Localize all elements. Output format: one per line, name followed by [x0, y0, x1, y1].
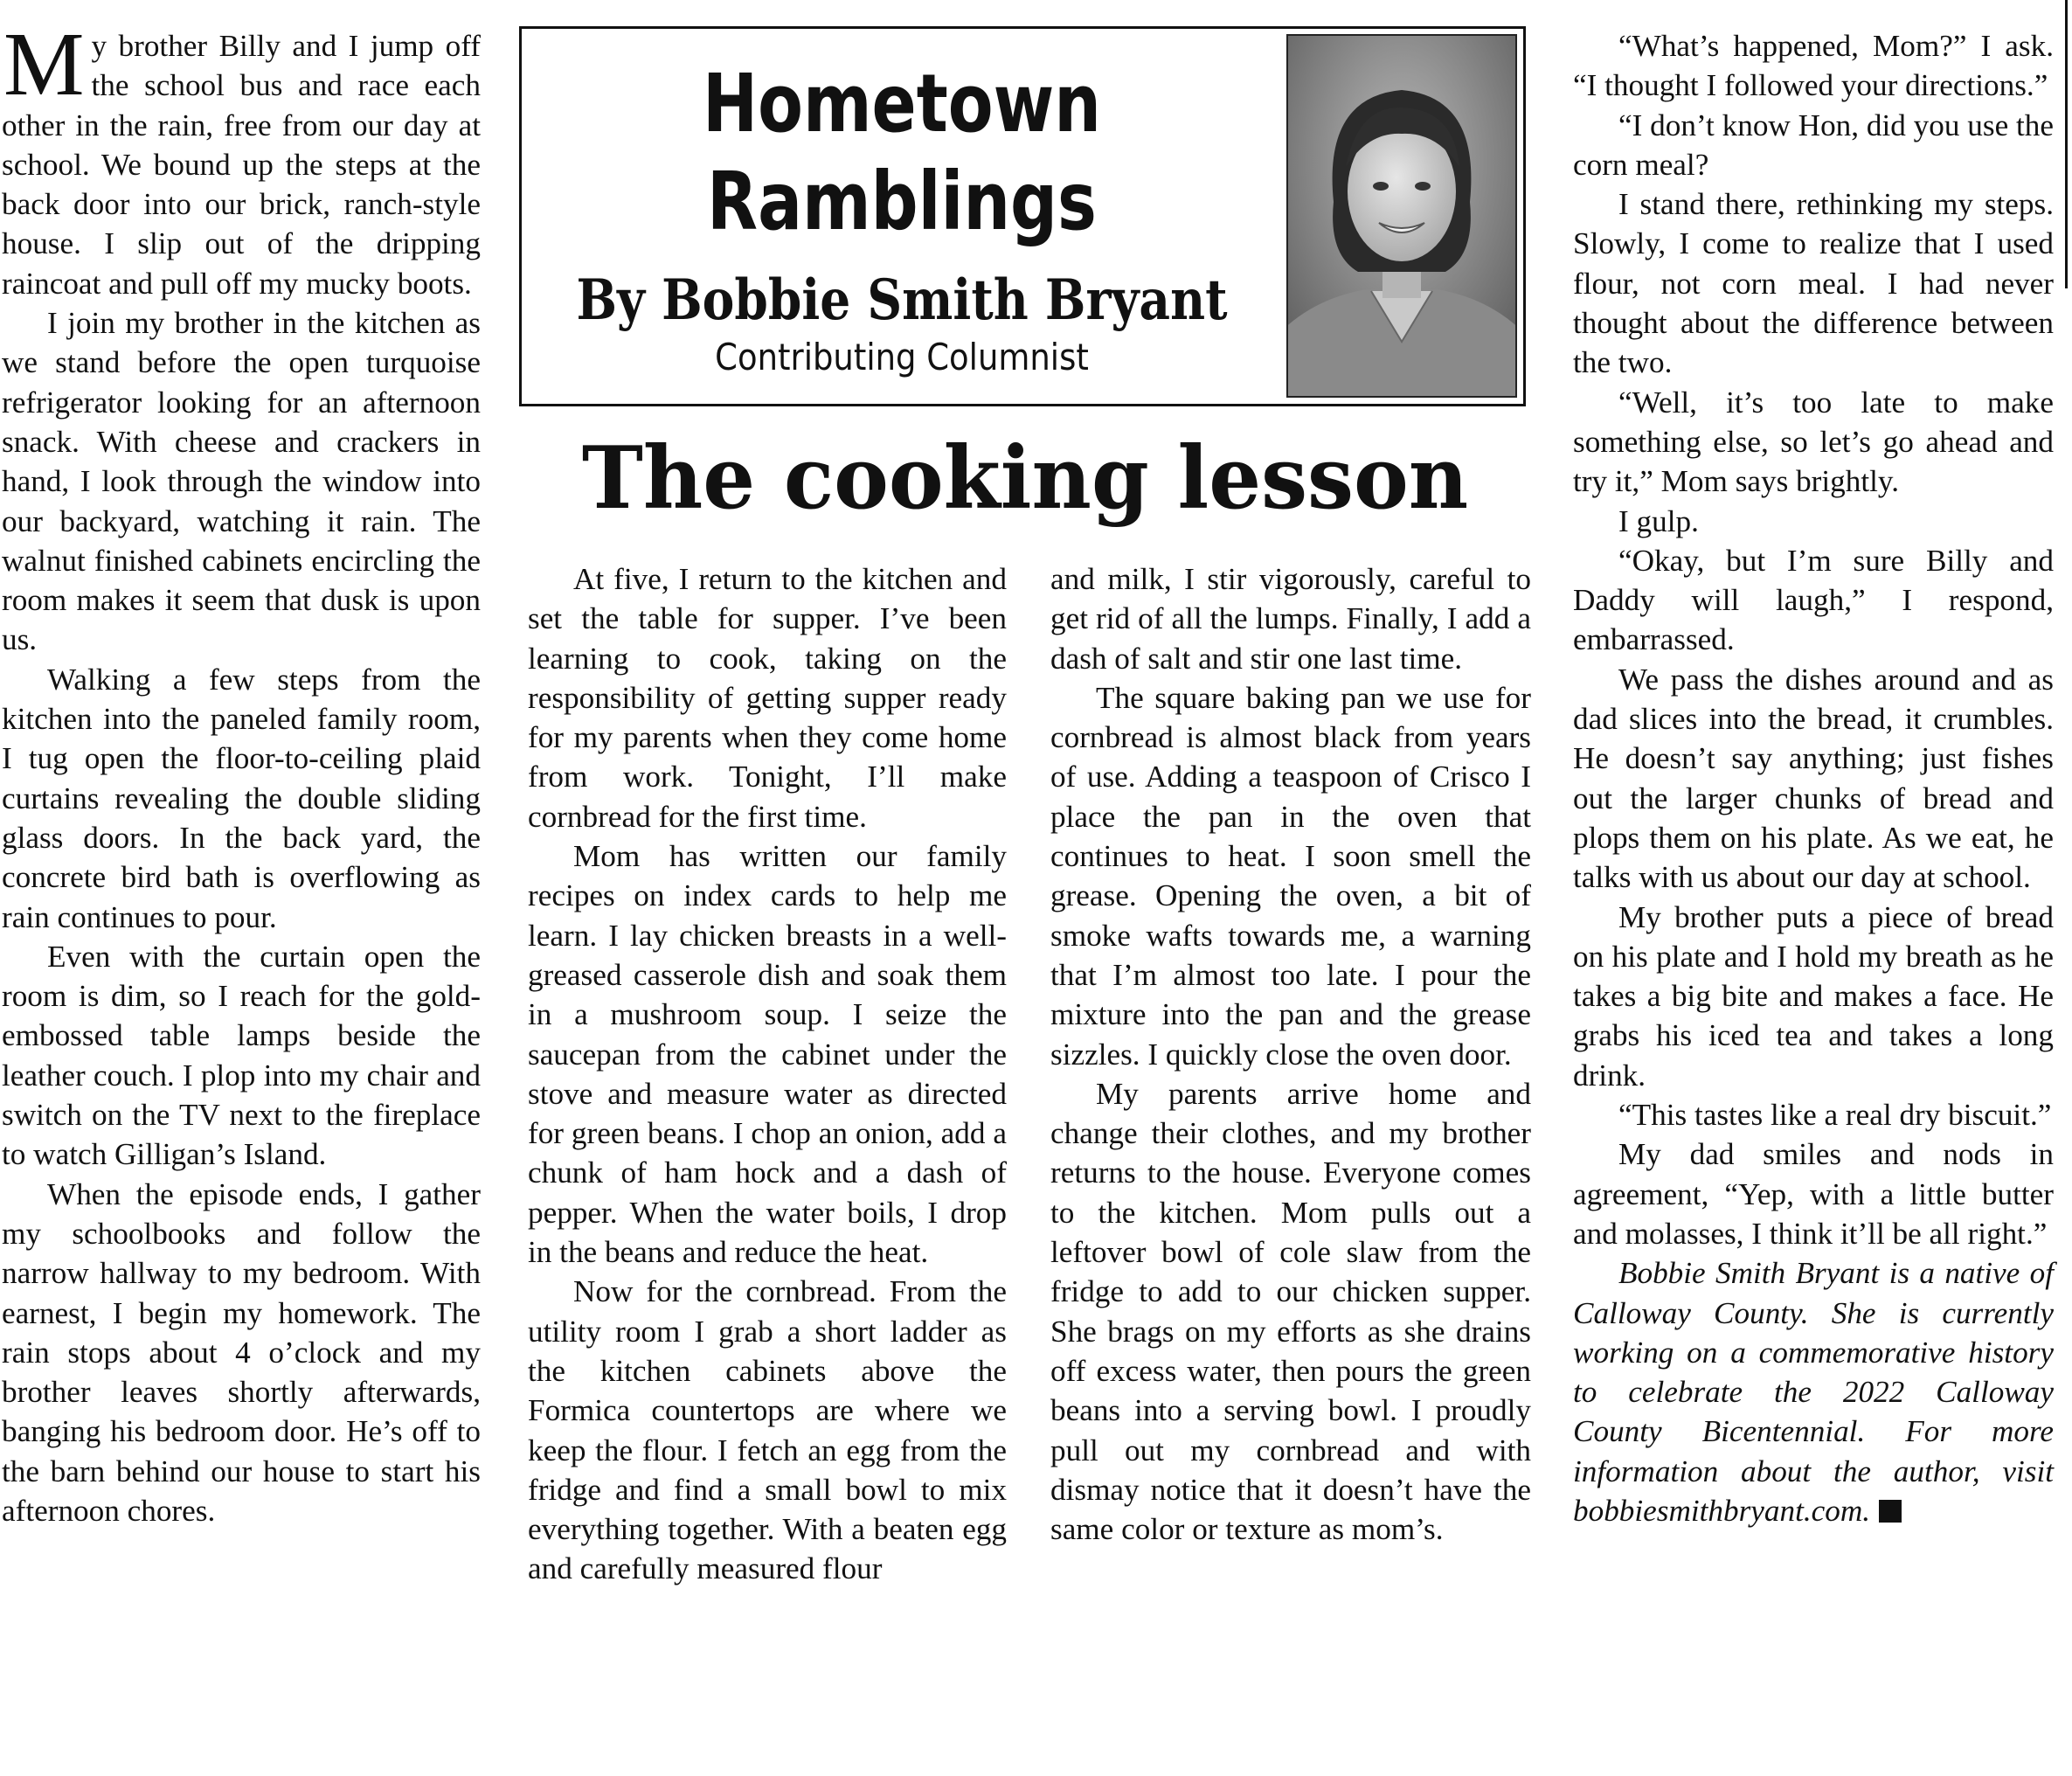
paragraph: and milk, I stir vigorously, careful to get rid of all the lumps. Finally, I add a dash of salt and stir one last time.	[1050, 562, 1531, 676]
paragraph: When the episode ends, I gather my schoolbooks and follow the narrow hallway to my bedroom. With earnest, I begin my homework. The rain stops about 4 o’clock and my brother leaves shortly afterwards, banging his bedroom door. He’s off to the barn behind our house to start his afternoon chores.	[2, 1176, 481, 1528]
paragraph: “Okay, but I’m sure Billy and Daddy will laugh,” I respond, embarrassed.	[1573, 543, 2054, 657]
paragraph: Walking a few steps from the kitchen into the paneled family room, I tug open the floor-to-ceiling plaid curtains revealing the double sliding glass doors. In the back yard, the concrete bird bath is overflowing as rain continues to pour.	[2, 662, 481, 934]
article-column-1	[2, 14, 481, 1530]
article-column-3	[1050, 559, 1531, 1549]
end-mark-icon	[1879, 1500, 1902, 1523]
page-edge-rule	[2065, 0, 2068, 288]
author-note-text: Bobbie Smith Bryant is a native of Calloway County. She is currently working on a commemorative history to celebrate the 2022 Calloway County Bicentennial. For more information about the author, visit bobbiesmithbryant.com.	[1573, 1256, 2054, 1528]
paragraph: I stand there, rethinking my steps. Slowly, I come to realize that I used flour, not corn meal. I had never thought about the difference between the two.	[1573, 187, 2054, 380]
paragraph	[2, 14, 481, 303]
paragraph: I gulp.	[1618, 503, 1699, 538]
portrait-image	[1288, 36, 1515, 396]
paragraph-text: y brother Billy and I jump off the school bus and race each other in the rain, free from our day at school. We bound up the steps at the back door into our brick, ranch-style house. I slip out of the dripping raincoat and pull off my mucky boots.	[2, 29, 481, 301]
author-portrait	[1286, 34, 1517, 398]
column-name: Hometown Ramblings	[702, 57, 1102, 248]
paragraph: The square baking pan we use for cornbread is almost black from years of use. Adding a teaspoon of Crisco I place the pan in the oven that continues to heat. I soon smell the grease. Opening the oven, a bit of smoke wafts towards me, a warning that I’m almost too late. I pour the mixture into the pan and the grease sizzles. I quickly close the oven door.	[1050, 680, 1531, 1072]
author-role: Contributing Columnist	[715, 336, 1089, 378]
paragraph: Mom has written our family recipes on index cards to help me learn. I lay chicken breasts in a well-greased casserole dish and soak them in a mushroom soup. I seize the saucepan from the cabinet under the stove and measure water as directed for green beans. I chop an onion, add a chunk of ham hock and a dash of pepper. When the water boils, I drop in the beans and reduce the heat.	[528, 839, 1007, 1270]
paragraph: We pass the dishes around and as dad slices into the bread, it crumbles. He doesn’t say anything; just fishes out the larger chunks of bread and plops them on his plate. As we eat, he talks with us about our day at school.	[1573, 662, 2054, 895]
paragraph: I join my brother in the kitchen as we stand before the open turquoise refrigerator looking for an afternoon snack. With cheese and crackers in hand, I look through the window into our backyard, watching it rain. The walnut finished cabinets encircling the room makes it seem that dusk is upon us.	[2, 306, 481, 657]
author-note	[1573, 1253, 2054, 1530]
paragraph: My dad smiles and nods in agreement, “Yep, with a little butter and molasses, I think it’ll be all right.”	[1573, 1137, 2054, 1251]
article-column-4	[1573, 26, 2054, 1530]
drop-cap: M	[3, 14, 85, 114]
paragraph: Now for the cornbread. From the utility room I grab a short ladder as the kitchen cabinets above the Formica countertops are where we keep the flour. I fetch an egg from the fridge and find a small bowl to mix everything together. With a beaten egg and carefully measured flour	[528, 1274, 1007, 1586]
paragraph: At five, I return to the kitchen and set the table for supper. I’ve been learning to cook, taking on the responsibility of getting supper ready for my parents when they come home from work. Tonight, I’ll make cornbread for the first time.	[528, 562, 1007, 834]
article-headline: The cooking lesson	[581, 428, 1469, 529]
article-column-2	[528, 559, 1007, 1589]
paragraph: “This tastes like a real dry biscuit.”	[1618, 1098, 2052, 1133]
paragraph: “What’s happened, Mom?” I ask. “I thought I followed your directions.”	[1573, 29, 2054, 103]
paragraph: Even with the curtain open the room is dim, so I reach for the gold-embossed table lamps beside the leather couch. I plop into my chair and switch on the TV next to the fireplace to watch Gilligan’s Island.	[2, 939, 481, 1172]
paragraph: My parents arrive home and change their clothes, and my brother returns to the house. Everyone comes to the kitchen. Mom pulls out a leftover bowl of cole slaw from the fridge to add to our chicken supper. She brags on my efforts as she drains off excess water, then pours the green beans into a serving bowl. I proudly pull out my cornbread and with dismay notice that it doesn’t have the same color or texture as mom’s.	[1050, 1076, 1531, 1547]
paragraph: My brother puts a piece of bread on his plate and I hold my breath as he takes a big bite and makes a face. He grabs his iced tea and takes a long drink.	[1573, 899, 2054, 1093]
column-header-box	[519, 26, 1526, 406]
paragraph: “I don’t know Hon, did you use the corn meal?	[1573, 108, 2054, 182]
paragraph: “Well, it’s too late to make something else, so let’s go ahead and try it,” Mom says brightly.	[1573, 385, 2054, 499]
author-byline: By Bobbie Smith Bryant	[576, 267, 1228, 333]
